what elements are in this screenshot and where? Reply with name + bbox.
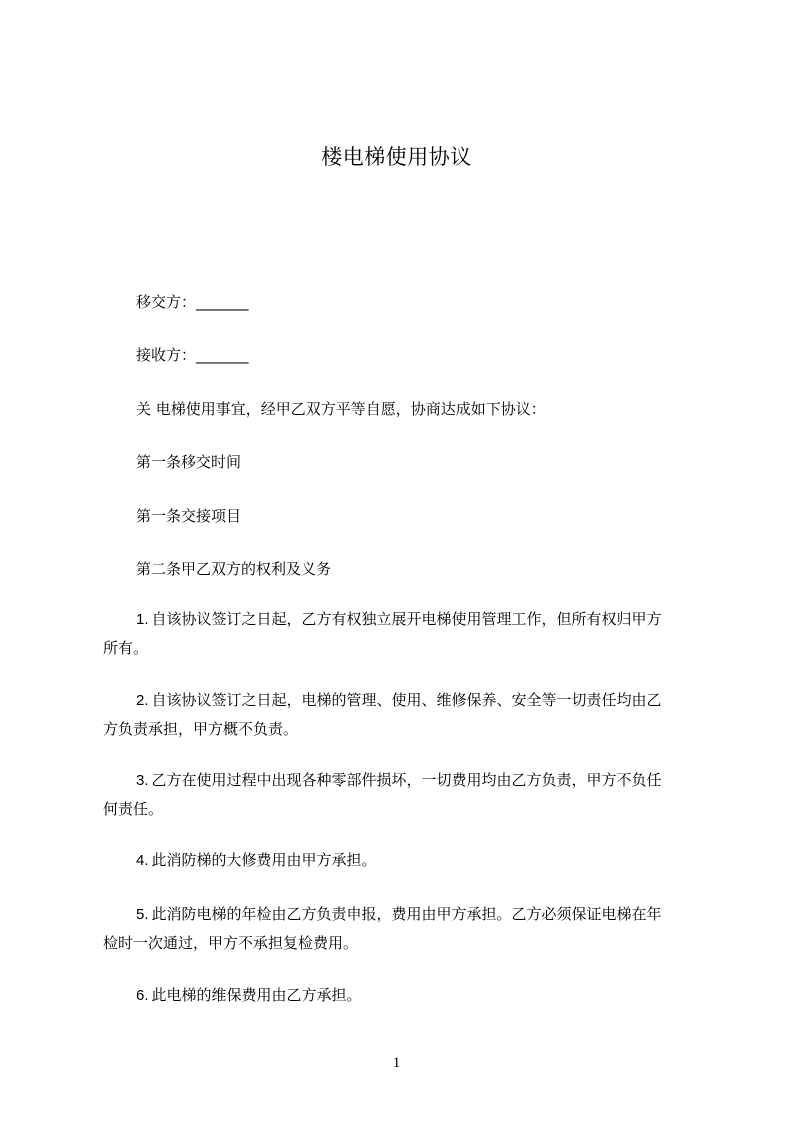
clause-text: 自该协议签订之日起，乙方有权独立展开电梯使用管理工作，但所有权归甲方 [151, 610, 662, 628]
clause-text: 此电梯的维保费用由乙方承担。 [151, 986, 362, 1004]
clause-text-cont: 检时一次通过，甲方不承担复检费用。 [103, 934, 359, 952]
article-heading: 第二条甲乙双方的权利及义务 [136, 560, 332, 578]
clause-item [103, 605, 703, 663]
clause-item [103, 686, 703, 744]
receiver-line: 接收方：_______ [136, 346, 249, 364]
clause-text: 此消防电梯的年检由乙方负责申报，费用由甲方承担。乙方必须保证电梯在年 [151, 905, 662, 923]
page-number: 1 [392, 1055, 401, 1071]
clause-text: 乙方在使用过程中出现各种零部件损坏，一切费用均由乙方负责，甲方不负任 [151, 771, 662, 789]
article-heading: 第一条移交时间 [136, 453, 242, 471]
clause-text-cont: 方负责承担，甲方概不负责。 [103, 720, 299, 738]
clause-text-cont: 何责任。 [103, 800, 164, 818]
transferor-line: 移交方：_______ [136, 293, 249, 311]
clause-number: 5. [136, 906, 149, 923]
clause-number: 6. [136, 987, 149, 1004]
intro-line: 关 电梯使用事宜，经甲乙双方平等自愿，协商达成如下协议： [136, 400, 546, 418]
clause-text: 此消防梯的大修费用由甲方承担。 [151, 851, 377, 869]
article-heading: 第一条交接项目 [136, 507, 242, 525]
clause-text: 自该协议签订之日起，电梯的管理、使用、维修保养、安全等一切责任均由乙 [151, 691, 662, 709]
clause-item [103, 900, 703, 958]
clause-item [103, 846, 703, 875]
clause-text-cont: 所有。 [103, 639, 149, 657]
document-title: 楼电梯使用协议 [321, 145, 472, 169]
clause-item [103, 766, 703, 824]
clause-number: 2. [136, 692, 149, 709]
clause-item [103, 981, 703, 1010]
clause-number: 3. [136, 772, 149, 789]
clause-number: 1. [136, 611, 149, 628]
clause-number: 4. [136, 852, 149, 869]
